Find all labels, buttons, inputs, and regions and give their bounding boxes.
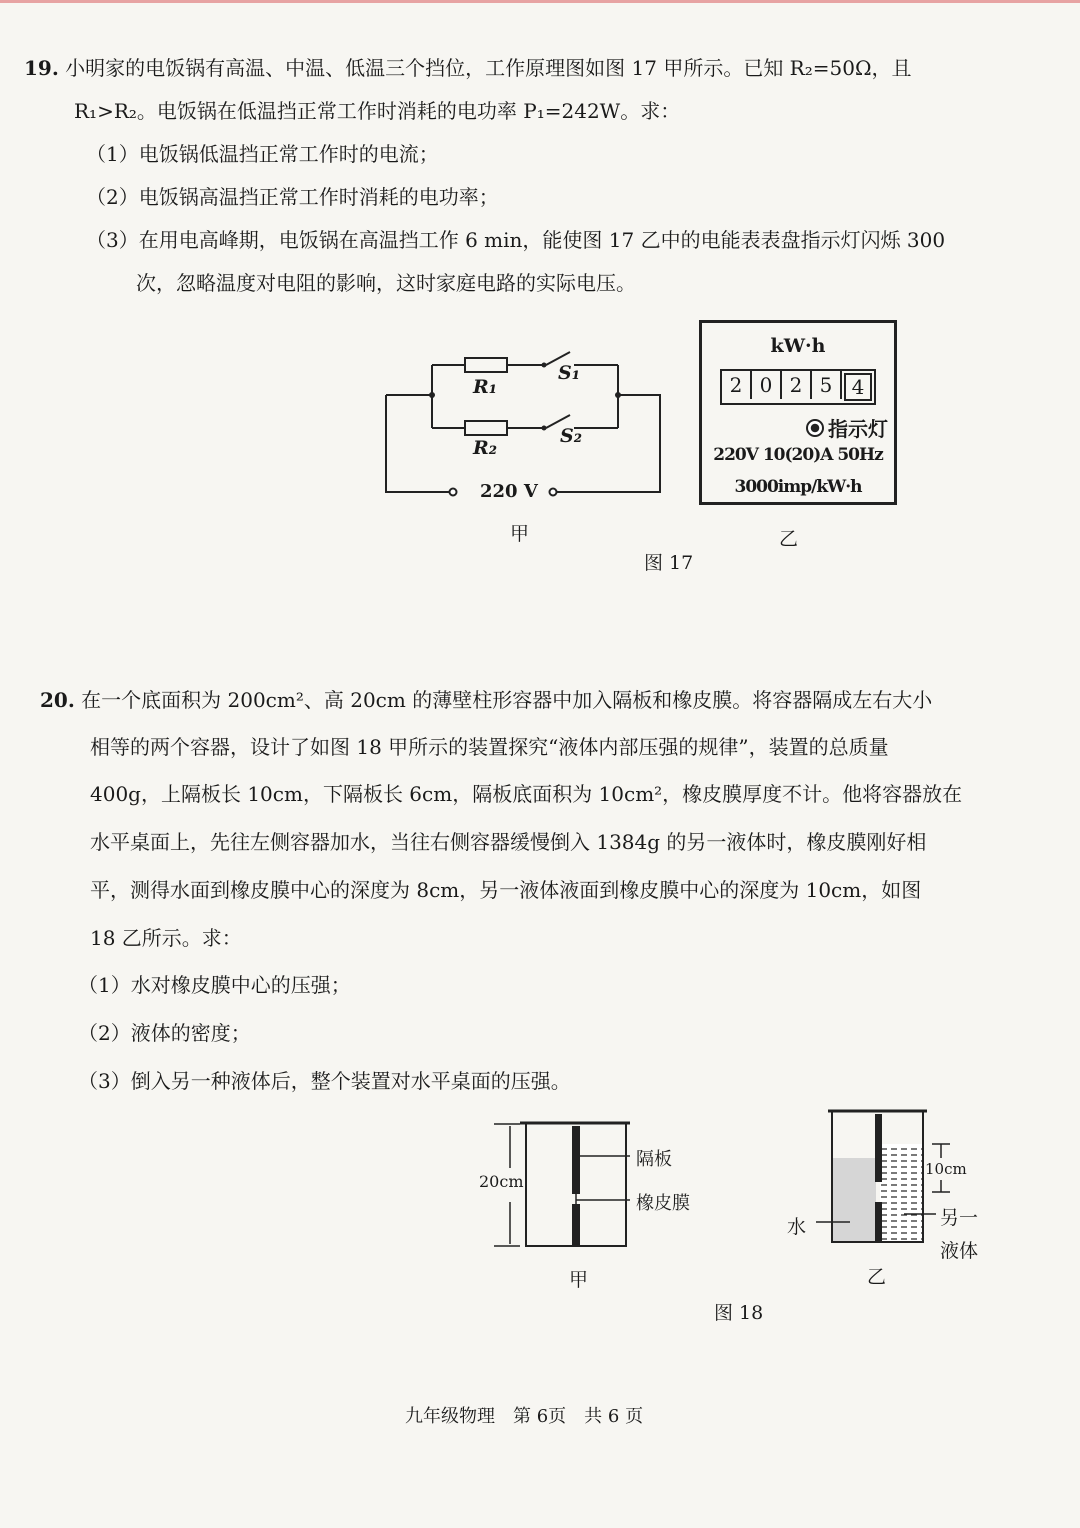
q20-number: 20. [40, 688, 75, 712]
q19-line1 [24, 54, 912, 82]
meter-unit: kW·h [770, 335, 826, 357]
indicator-lamp [806, 413, 888, 442]
other-liquid-label-1: 另一 [940, 1207, 979, 1229]
meter-counter [720, 369, 876, 405]
indicator-lamp-icon [806, 419, 824, 437]
page-top-edge [0, 0, 1080, 3]
voltage-label: 220 V [480, 481, 538, 502]
q19-sub2: （2）电饭锅高温挡正常工作时消耗的电功率； [86, 185, 499, 209]
meter-digit: 5 [812, 371, 842, 399]
fig18-jia-label: 甲 [569, 1269, 589, 1291]
depth-10cm-label: 10cm [925, 1160, 967, 1178]
q20-line5: 平，测得水面到橡皮膜中心的深度为 8cm，另一液体液面到橡皮膜中心的深度为 10cm，如图 [90, 878, 922, 902]
q20-sub2: （2）液体的密度； [78, 1021, 251, 1045]
partition-label: 隔板 [636, 1149, 672, 1170]
fig18-caption: 图 18 [714, 1302, 764, 1324]
liquid-fill [880, 1144, 923, 1242]
q19-sub1: （1）电饭锅低温挡正常工作时的电流； [86, 142, 439, 166]
q19-sub3a: （3）在用电高峰期，电饭锅在高温挡工作 6 min，能使图 17 乙中的电能表表盘指示灯闪烁 300 [86, 228, 946, 252]
page-footer: 九年级物理 第 6页 共 6 页 [405, 1406, 644, 1427]
meter-digit: 0 [752, 371, 782, 399]
q20-line4: 水平桌面上，先往左侧容器加水，当往右侧容器缓慢倒入 1384g 的另一液体时，橡皮膜刚好相 [90, 830, 927, 854]
q19-sub3b: 次，忽略温度对电阻的影响，这时家庭电路的实际电压。 [136, 271, 636, 295]
q20-line2: 相等的两个容器，设计了如图 18 甲所示的装置探究“液体内部压强的规律”，装置的总质量 [90, 735, 889, 759]
height-20cm-label: 20cm [479, 1172, 524, 1191]
fig17-caption: 图 17 [644, 552, 694, 574]
membrane-label: 橡皮膜 [636, 1193, 690, 1214]
water-label: 水 [787, 1216, 807, 1238]
q20-line3: 400g，上隔板长 10cm，下隔板长 6cm，隔板底面积为 10cm²，橡皮膜厚度不计。他将容器放在 [90, 782, 963, 806]
q19-number: 19. [24, 56, 59, 80]
r2-label: R₂ [473, 437, 498, 459]
water-fill [832, 1158, 876, 1242]
fig17-jia-label: 甲 [510, 523, 530, 545]
r1-label: R₁ [473, 376, 498, 398]
q19-text-1: 小明家的电饭锅有高温、中温、低温三个挡位，工作原理图如图 17 甲所示。已知 R₂=50Ω，且 [65, 56, 912, 80]
fig18-yi-label: 乙 [867, 1266, 887, 1288]
q20-line6: 18 乙所示。求： [90, 926, 242, 950]
indicator-label: 指示灯 [828, 417, 888, 441]
q19-line2: R₁>R₂。电饭锅在低温挡正常工作时消耗的电功率 P₁=242W。求： [74, 99, 681, 123]
meter-spec1: 220V 10(20)A 50Hz [713, 445, 883, 465]
s1-label: S₁ [558, 362, 581, 384]
other-liquid-label-2: 液体 [940, 1240, 979, 1262]
q20-sub1: （1）水对橡皮膜中心的压强； [78, 973, 351, 997]
meter-digit: 2 [782, 371, 812, 399]
s2-label: S₂ [560, 425, 583, 447]
q20-sub3: （3）倒入另一种液体后，整个装置对水平桌面的压强。 [78, 1069, 571, 1093]
meter-spec2: 3000imp/kW·h [734, 477, 862, 497]
q20-line1 [40, 686, 932, 714]
meter-digit-decimal: 4 [844, 373, 872, 401]
q20-text-1: 在一个底面积为 200cm²、高 20cm 的薄壁柱形容器中加入隔板和橡皮膜。将容器隔成左右大小 [81, 688, 933, 712]
electricity-meter [699, 320, 897, 505]
fig17-yi-label: 乙 [779, 528, 799, 550]
meter-digit: 2 [722, 371, 752, 399]
